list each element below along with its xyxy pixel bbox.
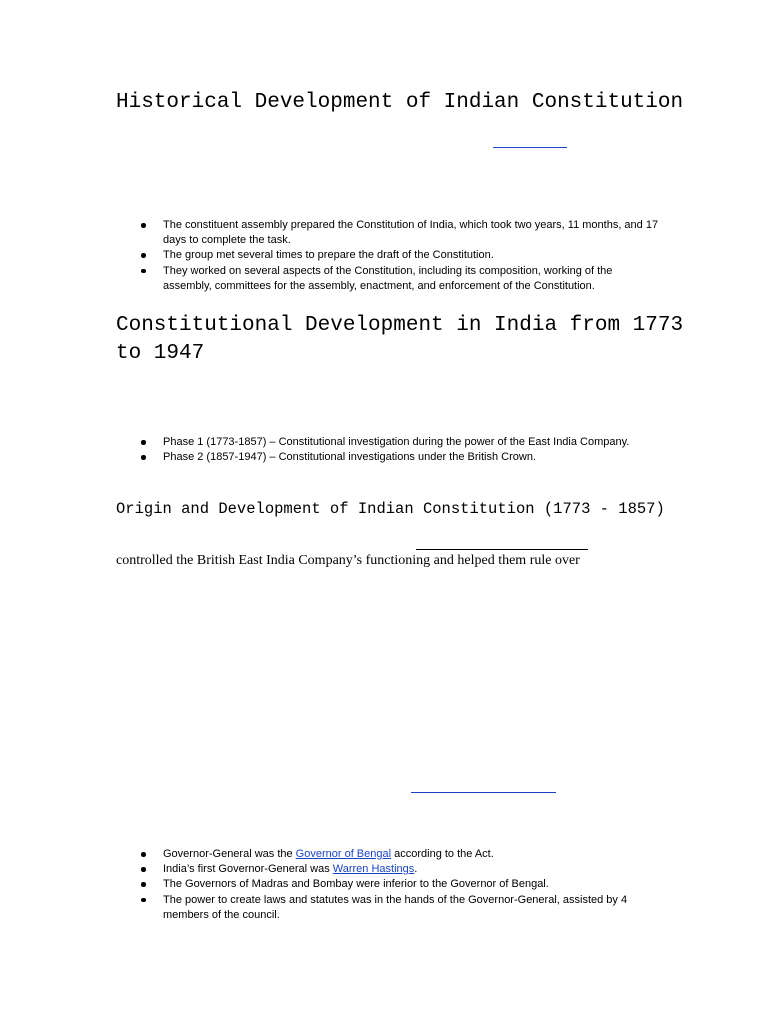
heading-line: Constitutional Development in India from 1773 — [116, 314, 684, 337]
list-item-text: India’s first Governor-General was — [163, 863, 333, 876]
section-heading-constitutional-development — [116, 312, 683, 368]
list-item-text: . — [414, 863, 418, 876]
list-item — [163, 862, 663, 877]
underline-blank — [416, 549, 588, 550]
list-item — [163, 847, 663, 862]
list-item: Phase 2 (1857-1947) – Constitutional investigations under the British Crown. — [163, 450, 663, 465]
bullet-list-assembly — [163, 218, 663, 294]
link-underline[interactable] — [493, 147, 567, 148]
link-underline[interactable] — [411, 792, 556, 793]
list-item: Phase 1 (1773-1857) – Constitutional investigation during the power of the East India Company. — [163, 435, 663, 450]
bullet-list-regulating-act — [163, 847, 663, 923]
list-item: The constituent assembly prepared the Constitution of India, which took two years, 11 months, and 17 days to complete the task. — [163, 218, 663, 248]
list-item: They worked on several aspects of the Constitution, including its composition, working of the assembly, committees for the assembly, enactment, and enforcement of the Constitution. — [163, 264, 663, 294]
governor-of-bengal-link[interactable]: Governor of Bengal — [295, 848, 392, 860]
bullet-list-phases — [163, 435, 663, 465]
list-item-text: Governor-General was the — [163, 848, 296, 860]
section-heading-origin: Origin and Development of Indian Constitution (1773 - 1857) — [116, 500, 665, 518]
list-item: The power to create laws and statutes was in the hands of the Governor-General, assisted by 4 members of the council. — [163, 893, 663, 923]
list-item-text: according to the Act. — [391, 848, 494, 860]
body-text: controlled the British East India Company’s functioning and helped them rule over — [116, 553, 580, 568]
page-title: Historical Development of Indian Constitution — [116, 91, 684, 114]
list-item: The Governors of Madras and Bombay were inferior to the Governor of Bengal. — [163, 877, 663, 892]
list-item: The group met several times to prepare the draft of the Constitution. — [163, 248, 663, 263]
heading-line: to 1947 — [116, 342, 205, 365]
warren-hastings-link[interactable]: Warren Hastings — [332, 863, 415, 876]
